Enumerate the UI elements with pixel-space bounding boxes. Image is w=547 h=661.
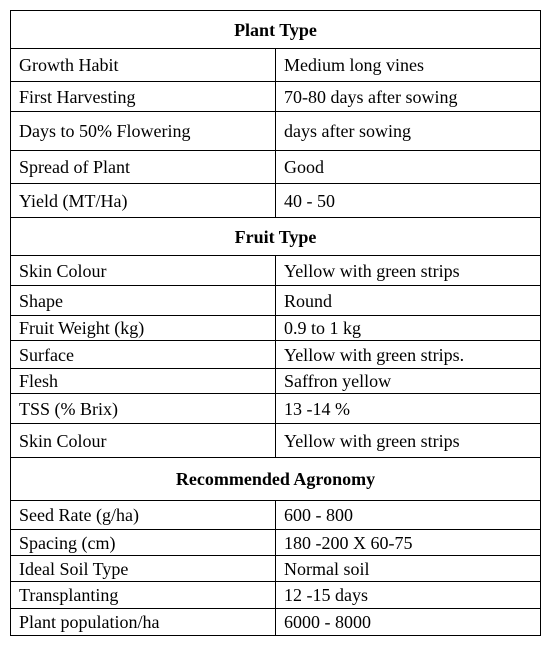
table-row: [11, 609, 541, 636]
row-value: Good: [276, 151, 541, 184]
row-label: Surface: [11, 341, 276, 369]
row-label: Plant population/ha: [11, 609, 276, 636]
row-label: Transplanting: [11, 582, 276, 609]
row-label: Spread of Plant: [11, 151, 276, 184]
row-value: Round: [276, 286, 541, 316]
row-value: 13 -14 %: [276, 394, 541, 424]
row-value: 12 -15 days: [276, 582, 541, 609]
table-row: [11, 184, 541, 218]
table-row: [11, 424, 541, 458]
section-heading: Recommended Agronomy: [11, 458, 541, 501]
row-label: Growth Habit: [11, 49, 276, 82]
section-heading-row: [11, 11, 541, 49]
table-row: [11, 82, 541, 112]
row-value: 70-80 days after sowing: [276, 82, 541, 112]
row-label: Ideal Soil Type: [11, 556, 276, 582]
table-row: [11, 394, 541, 424]
row-label: Yield (MT/Ha): [11, 184, 276, 218]
row-value: 600 - 800: [276, 501, 541, 530]
row-value: 6000 - 8000: [276, 609, 541, 636]
table-row: [11, 49, 541, 82]
table-row: [11, 501, 541, 530]
table-row: [11, 316, 541, 341]
row-label: Shape: [11, 286, 276, 316]
row-value: Yellow with green strips.: [276, 341, 541, 369]
row-value: Yellow with green strips: [276, 424, 541, 458]
section-heading: Plant Type: [11, 11, 541, 49]
row-value: 0.9 to 1 kg: [276, 316, 541, 341]
row-value: Yellow with green strips: [276, 256, 541, 286]
table-row: [11, 286, 541, 316]
row-label: TSS (% Brix): [11, 394, 276, 424]
table-row: [11, 582, 541, 609]
crop-spec-table: [10, 10, 541, 636]
row-label: Seed Rate (g/ha): [11, 501, 276, 530]
row-label: Days to 50% Flowering: [11, 112, 276, 151]
table-row: [11, 112, 541, 151]
row-value: 40 - 50: [276, 184, 541, 218]
section-heading: Fruit Type: [11, 218, 541, 256]
row-label: Fruit Weight (kg): [11, 316, 276, 341]
row-label: Skin Colour: [11, 424, 276, 458]
row-value: Normal soil: [276, 556, 541, 582]
row-value: Medium long vines: [276, 49, 541, 82]
table-row: [11, 256, 541, 286]
table-row: [11, 151, 541, 184]
table-row: [11, 556, 541, 582]
row-label: Flesh: [11, 369, 276, 394]
row-value: Saffron yellow: [276, 369, 541, 394]
table-row: [11, 341, 541, 369]
table-row: [11, 369, 541, 394]
row-label: Skin Colour: [11, 256, 276, 286]
section-heading-row: [11, 218, 541, 256]
row-value: days after sowing: [276, 112, 541, 151]
table-row: [11, 530, 541, 556]
row-label: First Harvesting: [11, 82, 276, 112]
section-heading-row: [11, 458, 541, 501]
row-label: Spacing (cm): [11, 530, 276, 556]
row-value: 180 -200 X 60-75: [276, 530, 541, 556]
